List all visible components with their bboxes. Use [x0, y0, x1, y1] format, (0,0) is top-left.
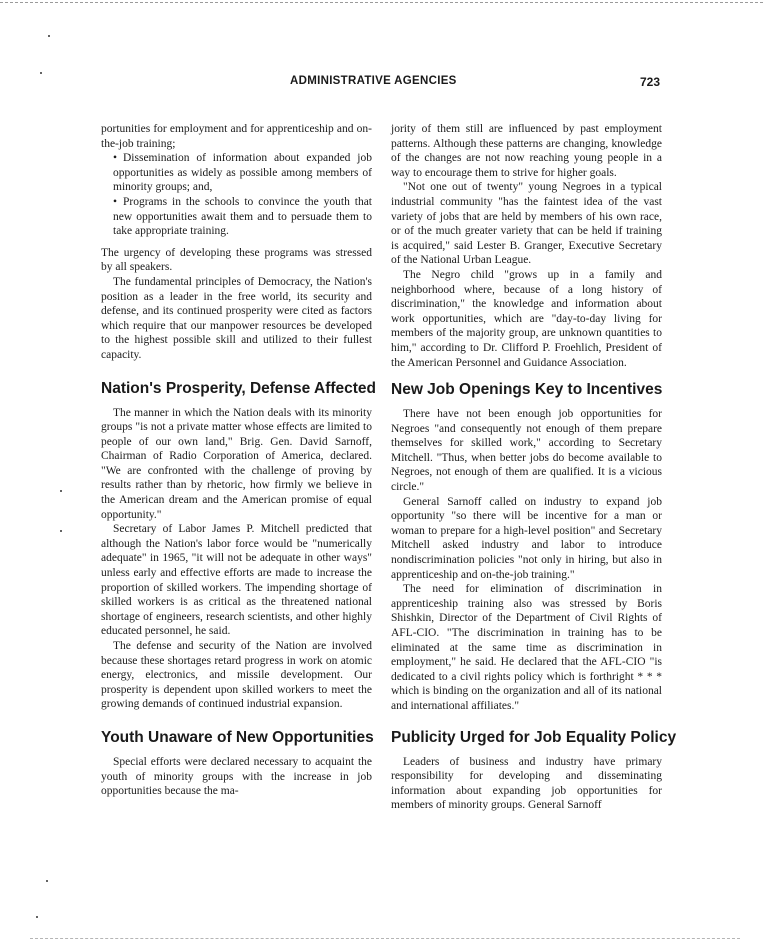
paragraph: The Negro child "grows up in a family and neighborhood where, because of a long history of discrimination," the knowledge and information about work opportunities, which are "day-to-day living for members of the majority group, are unknown quantities to him," according to Dr. Clifford P. Froehlich, President of the American Personnel and Guidance Association.: [391, 268, 662, 369]
bullet-item: [113, 195, 372, 239]
margin-speck: [46, 880, 48, 882]
running-head: ADMINISTRATIVE AGENCIES: [290, 75, 457, 87]
margin-speck: [36, 916, 38, 918]
bottom-dashed-rule: [30, 938, 740, 939]
margin-speck: [48, 35, 50, 37]
bullet-icon: •: [113, 195, 118, 208]
bullet-text: Dissemination of information about expanded job opportunities as widely as possible among members of minority groups; and,: [113, 152, 372, 194]
paragraph: The need for elimination of discrimination in apprenticeship training also was stressed by Boris Shishkin, Director of the Department of Civil Rights of AFL-CIO. "The discrimination in training has to be eliminated at the same time as discrimination in employment," he said. He declared that the AFL-CIO "is dedicated to a civil rights policy which is forthright * * * which is binding on the organization and all of its national and international affiliates.": [391, 583, 662, 712]
bullet-item: [113, 151, 372, 195]
paragraph: portunities for employment and for apprenticeship and on-the-job training;: [101, 123, 372, 150]
right-column: [391, 122, 677, 813]
paragraph: There have not been enough job opportunities for Negroes "and consequently not enough of them prepare themselves for skilled work," according to Secretary Mitchell. "Thus, when better jobs do become available to Negroes, not enough of them are qualified. It is a vicious circle.": [391, 408, 662, 494]
margin-speck: [60, 530, 62, 532]
paragraph: jority of them still are influenced by past employment patterns. Although these patterns are changing, knowledge of the changes are not now reaching young people in a way to encourage them to strive for higher goals.: [391, 123, 662, 179]
paragraph: Special efforts were declared necessary to acquaint the youth of minority groups with the increase in job opportunities because the ma-: [101, 755, 372, 798]
bullet-text: Programs in the schools to convince the youth that new opportunities await them and to persuade them to take appropriate training.: [113, 195, 372, 238]
paragraph: The fundamental principles of Democracy, the Nation's position as a leader in the free world, its security and defense, and its continued prosperity were cited as factors which require that our manpower resources be developed to the highest possible skill and utilized to their fullest capacity.: [101, 275, 372, 361]
paragraph: Leaders of business and industry have primary responsibility for developing and disseminating information about expanding job opportunities for members of minority groups. General Sarnoff: [391, 755, 662, 812]
margin-speck: [40, 72, 42, 74]
paragraph: Secretary of Labor James P. Mitchell predicted that although the Nation's labor force would be "numerically adequate" in 1965, "it will not be adequate in other ways" unless early and effective efforts are made to increase the proportion of skilled workers. The impending shortage of skilled workers is as critical as the threatened national shortage of engineers, research scientists, and other highly educated personnel, he said.: [101, 523, 372, 638]
paragraph: The urgency of developing these programs was stressed by all speakers.: [101, 246, 372, 274]
section-heading: Nation's Prosperity, Defense Affected: [101, 379, 377, 397]
section-heading: New Job Openings Key to Incentives: [391, 381, 663, 399]
page-number: 723: [640, 75, 661, 89]
paragraph: "Not one out of twenty" young Negroes in a typical industrial community "has the faintest idea of the vast variety of jobs that are held by members of his own race, or of the much greater variety that can be held if training is acquired," said Lester B. Granger, Executive Secretary of the National Urban League.: [391, 181, 662, 267]
top-dashed-rule: [0, 2, 763, 3]
margin-speck: [60, 490, 62, 492]
section-heading: Youth Unaware of New Opportunities: [101, 728, 374, 746]
section-heading: Publicity Urged for Job Equality Policy: [391, 728, 677, 746]
paragraph: General Sarnoff called on industry to expand job opportunity "so there will be incentive for a man or woman to prepare for a high-level position" and Secretary Mitchell asked industry and labor to introduce nondiscrimination policies "not only in hiring, but also in apprenticeship and on-the-job training.": [391, 495, 662, 581]
left-column: [101, 122, 377, 799]
paragraph: The defense and security of the Nation are involved because these shortages retard progress in work on atomic energy, electronics, and missile development. Our prosperity is dependent upon skilled workers to meet the growing demands of continued industrial expansion.: [101, 640, 372, 711]
paragraph: The manner in which the Nation deals with its minority groups "is not a private matter whose effects are limited to people of our own land," Brig. Gen. David Sarnoff, Chairman of Radio Corporation of America, declared. "We are confronted with the challenge of proving by results rather than by rhetoric, how firmly we believe in the American dream and the American promise of equal opportunity.": [101, 406, 372, 521]
bullet-icon: •: [113, 152, 118, 165]
